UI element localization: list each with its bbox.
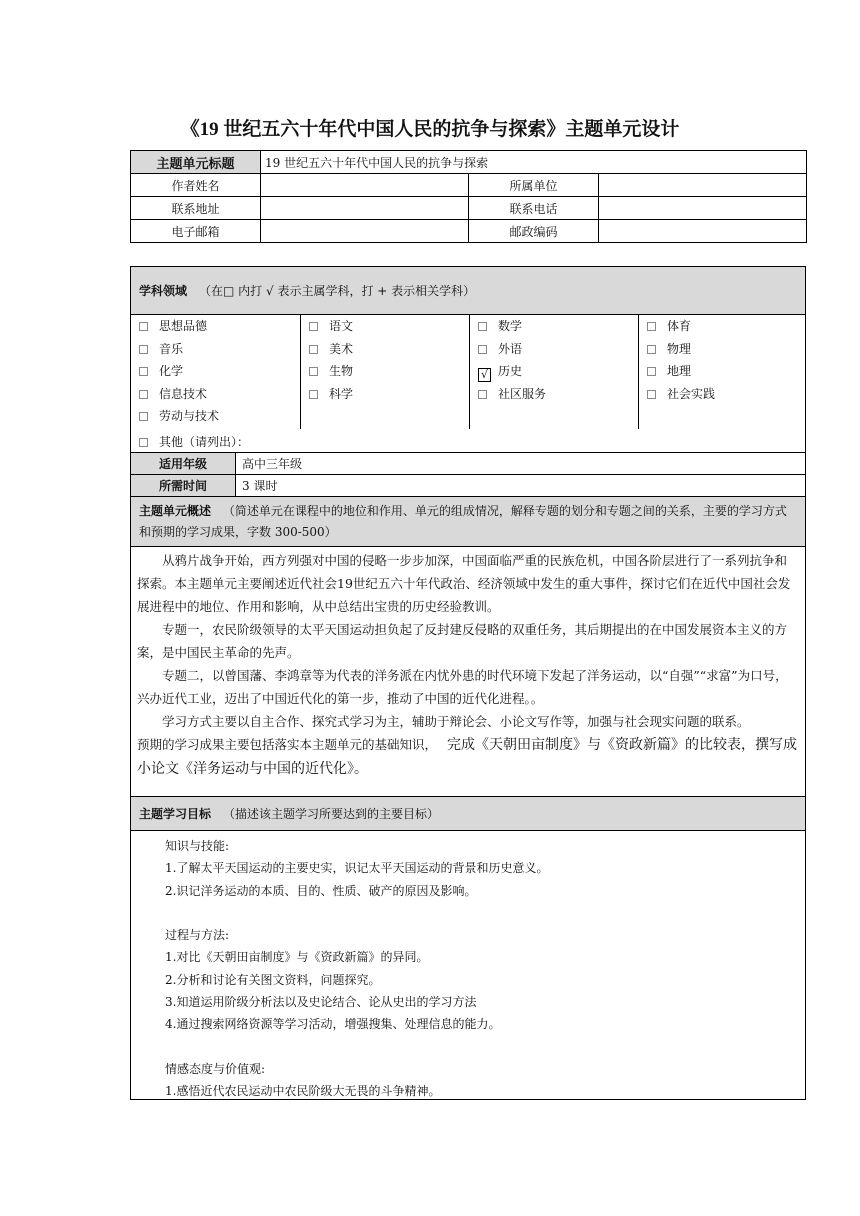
goals-heading: 主题学习目标	[139, 807, 212, 821]
summary-body	[130, 546, 806, 796]
checkbox[interactable]	[647, 367, 656, 376]
goal-line: 情感态度与价值观:	[165, 1061, 266, 1076]
grade-value: 高中三年级	[236, 453, 806, 475]
goal-line: 过程与方法:	[165, 928, 230, 943]
summary-note: （简述单元在课程中的地位和作用、单元的组成情况，解释专题的划分和专题之间的关系，主要的学习方式和预期的学习成果，字数 300-500）	[139, 504, 787, 539]
goal-line: 知识与技能:	[165, 839, 230, 853]
subject-note: （在□ 内打 √ 表示主属学科，打 + 表示相关学科）	[199, 284, 476, 298]
grade-time-table	[130, 452, 806, 497]
goal-line: 3.知道运用阶级分析法以及史论结合、论从史出的学习方法	[165, 995, 477, 1010]
subject-column	[638, 315, 808, 429]
time-label: 所需时间	[131, 475, 236, 497]
postcode-field[interactable]	[599, 220, 807, 243]
summary-paragraph: 专题二，以曾国藩、李鸿章等为代表的洋务派在内忧外患的时代环境下发起了洋务运动，以“自强”“求富”为口号，兴办近代工业，迈出了中国近代化的第一步，推动了中国的近代化进程。。	[137, 668, 788, 706]
subject-item[interactable]	[639, 383, 808, 406]
info-table	[130, 150, 807, 243]
theme-label: 主题单元标题	[131, 151, 261, 174]
goal-line: 2.分析和讨论有关图文资料，问题探究。	[165, 972, 381, 987]
unit-label: 所属单位	[469, 174, 599, 197]
goal-line: 2.识记洋务运动的本质、目的、性质、破产的原因及影响。	[165, 883, 477, 898]
subject-label: 科学	[329, 386, 354, 401]
subject-label: 美术	[329, 341, 354, 356]
author-field[interactable]	[261, 174, 469, 197]
summary-heading: 主题单元概述	[139, 504, 212, 518]
theme-value: 19 世纪五六十年代中国人民的抗争与探索	[261, 151, 807, 174]
subject-label: 外语	[498, 341, 523, 356]
subject-item[interactable]	[301, 360, 470, 383]
checkbox-other[interactable]	[139, 438, 148, 447]
subject-item[interactable]	[131, 360, 300, 383]
phone-label: 联系电话	[469, 197, 599, 220]
goal-line	[165, 1036, 805, 1058]
email-label: 电子邮箱	[131, 220, 261, 243]
summary-header	[130, 496, 806, 546]
time-value: 3 课时	[236, 475, 806, 497]
goal-line: 1.了解太平天国运动的主要史实，识记太平天国运动的背景和历史意义。	[165, 861, 549, 876]
subject-grid	[130, 314, 806, 454]
email-field[interactable]	[261, 220, 469, 243]
checkbox[interactable]	[478, 390, 487, 399]
subject-label: 信息技术	[159, 386, 208, 401]
subject-label: 体育	[667, 319, 692, 333]
subject-label: 社区服务	[498, 386, 547, 401]
checkbox[interactable]	[139, 322, 148, 331]
checkbox[interactable]	[309, 345, 318, 354]
checkbox[interactable]	[309, 322, 318, 331]
subject-item[interactable]	[470, 338, 639, 361]
subject-label: 历史	[498, 364, 523, 378]
goals-note: （描述该主题学习所要达到的主要目标）	[223, 807, 440, 821]
subject-item[interactable]	[131, 338, 300, 361]
summary-paragraph: 从鸦片战争开始，西方列强对中国的侵略一步步加深，中国面临严重的民族危机，中国各阶层进行了一系列抗争和探索。本主题单元主要阐述近代社会19世纪五六十年代政治、经济领域中发生的重大事件，探讨它们在近代中国社会发展进程中的地位、作用和影响，从中总结出宝贵的历史经验教训。	[137, 553, 791, 614]
subject-item[interactable]	[131, 405, 300, 428]
subject-column	[131, 315, 300, 429]
unit-field[interactable]	[599, 174, 807, 197]
summary-paragraph: 专题一，农民阶级领导的太平天国运动担负起了反封建反侵略的双重任务，其后期提出的在中国发展资本主义的方案，是中国民主革命的先声。	[137, 622, 788, 660]
checkbox[interactable]	[647, 345, 656, 354]
subject-label: 音乐	[159, 341, 184, 356]
checkbox[interactable]	[139, 390, 148, 399]
grade-label: 适用年级	[131, 453, 236, 475]
subject-label: 化学	[159, 364, 184, 378]
subject-label: 地理	[667, 364, 692, 378]
checkbox[interactable]	[478, 345, 487, 354]
checkbox[interactable]	[309, 390, 318, 399]
checkbox[interactable]	[647, 322, 656, 331]
subject-item[interactable]	[639, 315, 808, 338]
summary-paragraph	[137, 733, 799, 781]
subject-item[interactable]	[639, 338, 808, 361]
subject-item[interactable]	[131, 383, 300, 406]
checkbox-checked[interactable]: √	[478, 368, 491, 382]
checkbox[interactable]	[139, 345, 148, 354]
postcode-label: 邮政编码	[469, 220, 599, 243]
subject-label: 劳动与技术	[159, 409, 220, 423]
goal-line: 4.通过搜索网络资源等学习活动，增强搜集、处理信息的能力。	[165, 1017, 501, 1032]
subject-item[interactable]	[470, 315, 639, 338]
subject-item[interactable]	[131, 315, 300, 338]
page-title: 《19 世纪五六十年代中国人民的抗争与探索》主题单元设计	[180, 119, 680, 140]
subject-label: 社会实践	[667, 386, 716, 401]
author-label: 作者姓名	[131, 174, 261, 197]
subject-heading: 学科领域	[139, 284, 188, 298]
goal-line: 1.对比《天朝田亩制度》与《资政新篇》的异同。	[165, 950, 429, 965]
summary-paragraph: 学习方式主要以自主合作、探究式学习为主，辅助于辩论会、小论文写作等，加强与社会现实问题的联系。	[162, 714, 750, 729]
subject-label: 生物	[329, 364, 354, 378]
summary-text: 完成《天朝田亩制度》与《资政新篇》的比较表，撰写成小论文《洋务运动与中国的近代化》。	[137, 737, 798, 777]
checkbox[interactable]	[309, 367, 318, 376]
checkbox[interactable]	[139, 412, 148, 421]
other-label: 其他（请列出）：	[159, 435, 250, 449]
goal-line	[165, 902, 805, 924]
subject-header	[130, 266, 806, 314]
checkbox[interactable]	[139, 367, 148, 376]
address-field[interactable]	[261, 197, 469, 220]
subject-column	[469, 315, 639, 429]
address-label: 联系地址	[131, 197, 261, 220]
summary-text: 预期的学习成果主要包括落实本主题单元的基础知识，	[137, 737, 438, 752]
subject-column	[300, 315, 470, 429]
phone-field[interactable]	[599, 197, 807, 220]
goals-body	[130, 830, 806, 1100]
subject-item[interactable]	[470, 360, 639, 383]
subject-item[interactable]	[301, 315, 470, 338]
subject-item[interactable]	[301, 383, 470, 406]
subject-item[interactable]	[639, 360, 808, 383]
subject-label: 物理	[667, 341, 692, 356]
checkbox[interactable]	[647, 390, 656, 399]
checkbox[interactable]	[478, 322, 487, 331]
goal-line: 1.感悟近代农民运动中农民阶级大无畏的斗争精神。	[165, 1084, 441, 1099]
subject-item[interactable]	[301, 338, 470, 361]
subject-label: 思想品德	[159, 319, 208, 333]
subject-label: 数学	[498, 319, 523, 333]
subject-other	[131, 432, 249, 452]
goals-header	[130, 796, 806, 830]
subject-label: 语文	[329, 319, 354, 333]
subject-item[interactable]	[470, 383, 639, 406]
